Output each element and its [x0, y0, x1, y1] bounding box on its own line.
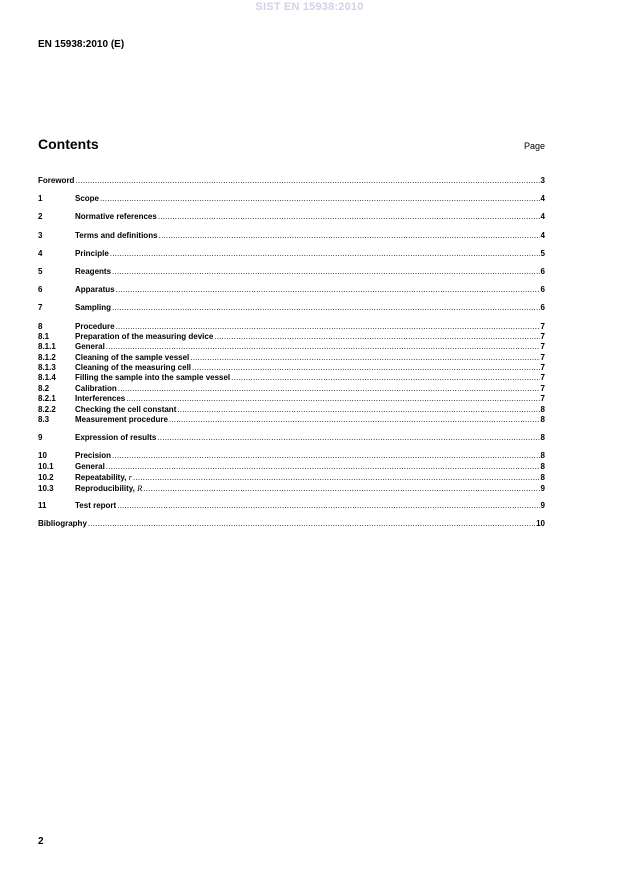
toc-dot-leader: [157, 433, 539, 443]
toc-entry-title: [38, 176, 74, 186]
toc-dot-leader: [75, 176, 539, 186]
toc-entry-number: 8.1.3: [38, 363, 56, 373]
toc-dot-leader: [116, 285, 540, 295]
toc-entry[interactable]: [38, 472, 545, 482]
toc-entry-title: [75, 405, 176, 415]
toc-entry-number: 9: [38, 433, 43, 443]
toc-dot-leader: [118, 384, 540, 394]
toc-dot-leader: [116, 322, 540, 332]
toc-dot-leader: [143, 484, 539, 494]
toc-entry[interactable]: [38, 462, 545, 472]
toc-entry-number: 11: [38, 500, 47, 510]
toc-entry[interactable]: [38, 303, 545, 313]
toc-entry-title-text: Normative references: [75, 212, 157, 222]
toc-entry-title-text: Apparatus: [75, 285, 115, 295]
toc-entry[interactable]: [38, 194, 545, 204]
toc-entry[interactable]: [38, 332, 545, 342]
toc-entry-symbol: r: [128, 472, 132, 483]
toc-entry-title: [75, 194, 99, 204]
toc-entry-page: 4: [540, 194, 545, 204]
toc-entry-page: 7: [540, 383, 545, 393]
toc-entry-number: 5: [38, 266, 43, 276]
toc-entry[interactable]: [38, 384, 545, 394]
toc-entry-title: [75, 483, 142, 494]
toc-entry-page: 7: [540, 342, 545, 352]
toc-entry-page: 4: [540, 212, 545, 222]
toc-entry-page: 8: [540, 415, 545, 425]
toc-entry-title-text: Reproducibility,: [75, 483, 135, 493]
toc-dot-leader: [100, 194, 540, 204]
toc-entry-title-text: Precision: [75, 451, 112, 461]
toc-entry-page: 4: [540, 230, 545, 240]
toc-entry-page: 6: [540, 285, 545, 295]
toc-entry-title-text: Filling the sample into the sample vessel: [75, 373, 231, 383]
toc-entry-number: 3: [38, 230, 43, 240]
toc-entry-title-text: Checking the cell constant: [75, 404, 177, 414]
toc-entry-title-text: Principle: [75, 248, 109, 258]
toc-entry-number: 4: [38, 248, 43, 258]
toc-entry[interactable]: [38, 176, 545, 186]
toc-entry-page: 9: [540, 483, 545, 493]
toc-entry-title-text: Reagents: [75, 266, 112, 276]
toc-entry-symbol: R: [137, 482, 143, 493]
toc-entry[interactable]: [38, 231, 545, 241]
toc-entry-title: [75, 353, 189, 363]
toc-entry[interactable]: [38, 249, 545, 259]
toc-dot-leader: [133, 473, 540, 483]
toc-entry-title-text: Cleaning of the sample vessel: [75, 352, 190, 362]
toc-entry-title-text: Expression of results: [75, 433, 157, 443]
toc-entry-title: [75, 415, 168, 425]
toc-entry-title: [75, 462, 105, 472]
toc-dot-leader: [159, 231, 540, 241]
toc-entry-title: [75, 332, 213, 342]
toc-entry[interactable]: [38, 405, 545, 415]
toc-entry-title: [75, 501, 116, 511]
document-id: EN 15938:2010 (E): [38, 39, 125, 50]
page-number: 2: [38, 836, 44, 847]
toc-entry-title: [75, 249, 109, 259]
toc-entry-title: [75, 394, 125, 404]
toc-entry-number: 10.3: [38, 483, 54, 493]
toc-entry-number: 8: [38, 321, 43, 331]
toc-entry-title: [75, 231, 158, 241]
toc-entry-page: 7: [540, 352, 545, 362]
toc-entry-title-text: Terms and definitions: [75, 230, 158, 240]
toc-entry-number: 8.1.4: [38, 373, 56, 383]
toc-dot-leader: [88, 519, 535, 529]
toc-entry-number: 6: [38, 285, 43, 295]
toc-entry[interactable]: [38, 342, 545, 352]
toc-dot-leader: [126, 394, 539, 404]
toc-dot-leader: [231, 373, 539, 383]
toc-entry-page: 8: [540, 451, 545, 461]
toc-entry-title-text: General: [75, 461, 105, 471]
toc-dot-leader: [112, 303, 540, 313]
watermark: SIST EN 15938:2010: [255, 1, 364, 13]
toc-dot-leader: [190, 353, 539, 363]
toc-entry[interactable]: [38, 353, 545, 363]
toc-dot-leader: [169, 415, 540, 425]
toc-entry-number: 2: [38, 212, 43, 222]
toc-entry-number: 8.2.1: [38, 394, 56, 404]
toc-entry-title: [75, 373, 230, 383]
toc-entry-page: 7: [540, 363, 545, 373]
toc-entry-title-text: Preparation of the measuring device: [75, 331, 214, 341]
toc-entry-title-text: Calibration: [75, 383, 117, 393]
toc-entry-page: 8: [540, 473, 545, 483]
toc-dot-leader: [106, 342, 540, 352]
toc-entry-page: 8: [540, 404, 545, 414]
toc-entry-number: 8.2: [38, 383, 50, 393]
toc-entry-number: 1: [38, 194, 43, 204]
toc-entry-number: 10.1: [38, 461, 54, 471]
toc-entry-page: 8: [540, 433, 545, 443]
toc-entry-title: [75, 285, 115, 295]
toc-entry-page: 9: [540, 500, 545, 510]
toc-entry-page: 7: [540, 331, 545, 341]
toc-entry[interactable]: [38, 415, 545, 425]
contents-title: Contents: [38, 136, 99, 152]
toc-entry[interactable]: [38, 212, 545, 222]
toc-entry[interactable]: [38, 394, 545, 404]
toc-entry-number: 8.1: [38, 331, 50, 341]
toc-dot-leader: [106, 462, 540, 472]
toc-entry-title-text: Scope: [75, 194, 100, 204]
toc-entry-title-text: Repeatability,: [75, 473, 127, 483]
toc-entry-title-text: Foreword: [38, 176, 75, 185]
toc-entry-title: [75, 433, 156, 443]
toc-entry-title-text: Interferences: [75, 394, 126, 404]
toc-entry[interactable]: [38, 451, 545, 461]
toc-entry-page: 7: [540, 373, 545, 383]
toc-entry-page: 6: [540, 266, 545, 276]
toc-entry-page: 7: [540, 394, 545, 404]
toc-dot-leader: [158, 212, 540, 222]
toc-entry-page: 10: [536, 518, 545, 528]
toc-entry[interactable]: [38, 501, 545, 511]
toc-entry-number: 10: [38, 451, 47, 461]
toc-entry-title-text: Procedure: [75, 321, 115, 331]
toc-entry[interactable]: [38, 483, 545, 493]
toc-entry-number: 8.2.2: [38, 404, 56, 414]
toc-entry-number: 7: [38, 303, 43, 313]
toc-entry[interactable]: [38, 519, 545, 529]
toc-entry-title-text: Sampling: [75, 303, 112, 313]
toc-entry[interactable]: [38, 433, 545, 443]
toc-entry-number: 10.2: [38, 473, 54, 483]
toc-entry-title: [75, 384, 117, 394]
toc-entry[interactable]: [38, 363, 545, 373]
toc-dot-leader: [112, 267, 540, 277]
toc-entry-title-text: General: [75, 342, 105, 352]
toc-entry-title: [75, 363, 191, 373]
toc-entry[interactable]: [38, 267, 545, 277]
toc-entry-title: [75, 322, 115, 332]
toc-entry-page: 8: [540, 461, 545, 471]
toc-dot-leader: [192, 363, 540, 373]
toc-entry-number: 8.1.1: [38, 342, 56, 352]
toc-entry-page: 6: [540, 303, 545, 313]
toc-entry-page: 5: [540, 248, 545, 258]
toc-entry-number: 8.1.2: [38, 352, 56, 362]
toc-entry-title: [75, 267, 111, 277]
toc-entry-title-text: Cleaning of the measuring cell: [75, 363, 192, 373]
toc-entry-title-text: Test report: [75, 500, 117, 510]
toc-entry-page: 3: [540, 176, 545, 185]
toc-dot-leader: [214, 332, 539, 342]
toc-entry-title: [38, 519, 87, 529]
toc-entry-title: [75, 342, 105, 352]
toc-dot-leader: [117, 501, 539, 511]
toc-dot-leader: [112, 451, 540, 461]
toc-entry[interactable]: [38, 373, 545, 383]
toc-entry-title-text: Measurement procedure: [75, 415, 168, 425]
toc-entry-page: 7: [540, 321, 545, 331]
toc-entry-title: [75, 303, 111, 313]
toc-entry-number: 8.3: [38, 415, 50, 425]
toc-entry-title: [75, 451, 111, 461]
page-column-label: Page: [523, 141, 545, 151]
toc-dot-leader: [177, 405, 539, 415]
toc-dot-leader: [110, 249, 540, 259]
toc-entry-title-text: Bibliography: [38, 518, 87, 528]
toc-entry[interactable]: [38, 322, 545, 332]
table-of-contents: [38, 176, 545, 529]
toc-entry[interactable]: [38, 285, 545, 295]
toc-entry-title: [75, 212, 157, 222]
